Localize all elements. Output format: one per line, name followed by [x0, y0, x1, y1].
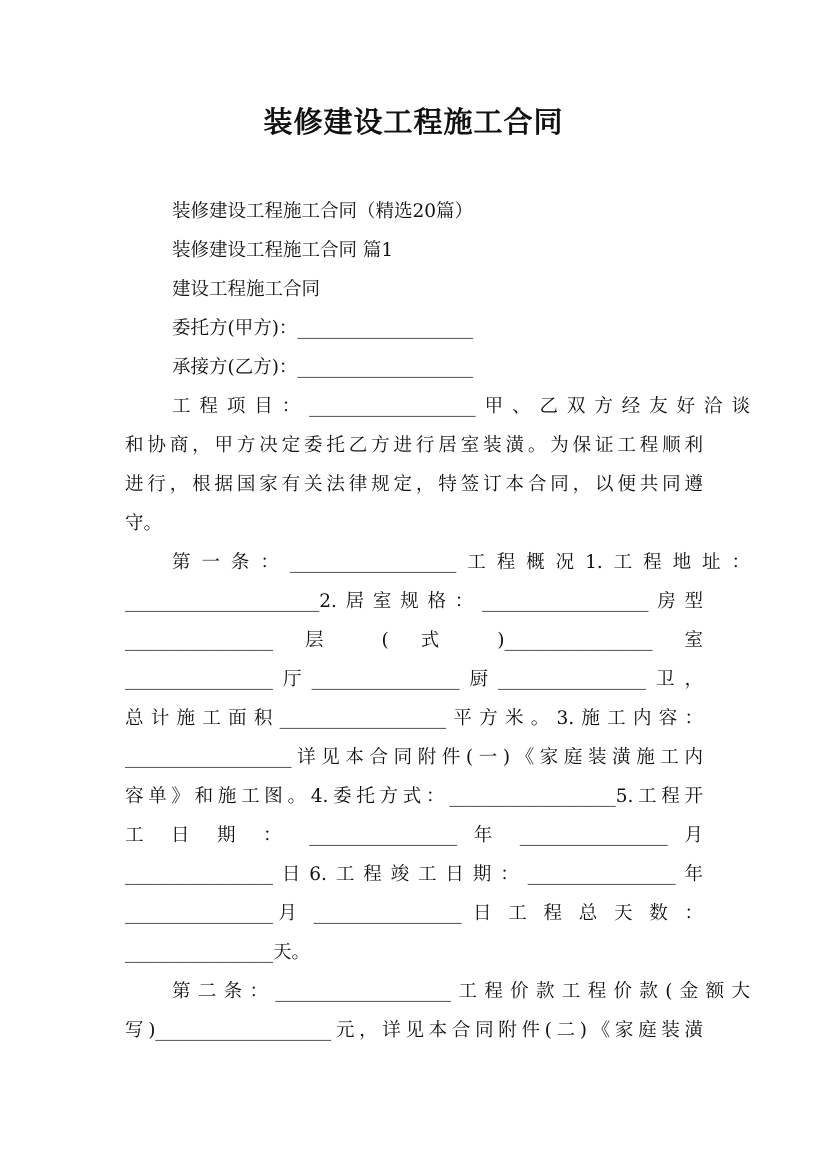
- party-b-line: 承接方(乙方)：___________________: [172, 357, 474, 378]
- body-line: 总计施工面积__________________平方米。3.施工内容：: [125, 708, 703, 729]
- body-line: 进行，根据国家有关法律规定，特签订本合同，以便共同遵: [125, 474, 703, 495]
- contract-name: 建设工程施工合同: [172, 279, 321, 300]
- body-line: ________________ 层 ( 式 )________________ 室: [125, 630, 703, 651]
- body-line: 工程项目：__________________甲、乙双方经友好洽谈: [172, 396, 750, 417]
- article-two-line: 第二条：___________________工程价款工程价款(金额大: [172, 981, 750, 1002]
- body-line: 工 日 期 ： ________________ 年 ________________ 月: [125, 825, 703, 846]
- chapter-heading: 装修建设工程施工合同 篇1: [172, 240, 394, 261]
- body-line: 写)___________________元，详见本合同附件(二)《家庭装潢: [125, 1020, 703, 1041]
- body-line: ________________天。: [125, 942, 311, 963]
- body-line: 守。: [125, 513, 163, 534]
- body-line: ________________厅________________厨________________卫，: [125, 669, 703, 690]
- body-line: _____________________2.居室规格：__________________房型: [125, 591, 703, 612]
- body-line: ________________日6.工程竣工日期：________________年: [125, 864, 703, 885]
- body-line: 和协商，甲方决定委托乙方进行居室装潢。为保证工程顺利: [125, 435, 703, 456]
- subtitle-line: 装修建设工程施工合同（精选20篇）: [172, 201, 474, 222]
- body-line: ________________月 ________________ 日 工 程 总 天 数 ：: [125, 903, 703, 924]
- party-a-line: 委托方(甲方)：___________________: [172, 318, 474, 339]
- document-title: 装修建设工程施工合同: [263, 105, 564, 139]
- body-line: __________________详见本合同附件(一)《家庭装潢施工内: [125, 747, 703, 768]
- body-line: 容单》和施工图。4.委托方式：__________________5.工程开: [125, 786, 703, 807]
- article-one-line: 第一条：__________________工程概况1.工程地址：: [172, 552, 750, 573]
